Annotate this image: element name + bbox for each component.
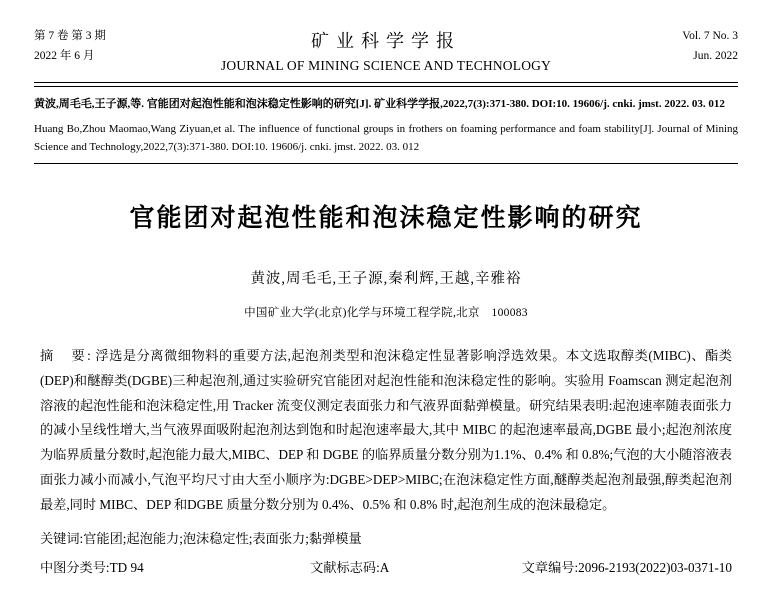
abstract-text: 浮选是分离微细物料的重要方法,起泡剂类型和泡沫稳定性显著影响浮选效果。本文选取醇类(MIBC)、酯类(DEP)和醚醇类(DGBE)三种起泡剂,通过实验研究官能团对起泡性能和泡沫稳定性的影响。实验用 Foamscan 测定起泡剂溶液的起泡性能和泡沫稳定性,用 Tracker 流变仪测定表面张力和气液界面黏弹模量。研究结果表明:起泡速率随表面张力的减小呈线性增大,当气液界面吸附起泡剂达到饱和时起泡速率最大,其中 MIBC 的起泡速率最高,DGBE 最小;起泡剂浓度为临界质量分数时,起泡能力最大,MIBC、DEP 和 DGBE 的临界质量分数分别为1.1%、0.4% 和 0.8%;气泡的大小随溶液表面张力减小而减小,气泡平均尺寸由大至小顺序为:DGBE>DEP>MIBC;在泡沫稳定性方面,醚醇类起泡剂最强,醇类起泡剂最差,同时 MIBC、DEP 和DGBE 质量分数分别为 0.4%、0.5% 和 0.8% 时,起泡剂生成的泡沫最稳定。 [40,348,732,512]
keywords-block [34,527,738,551]
keywords-label: 关键词: [40,530,84,546]
clc-value: TD 94 [109,560,144,576]
journal-title-cn: 矿业科学学报 [311,31,461,51]
keywords-text: 官能团;起泡能力;泡沫稳定性;表面张力;黏弹模量 [83,530,362,546]
masthead [34,26,738,80]
issue-date-en: Jun. 2022 [693,50,738,63]
volume-issue-en: Vol. 7 No. 3 [682,30,738,42]
volume-issue: 第 7 卷 第 3 期 [34,30,106,42]
citation-chinese: 黄波,周毛毛,王子源,等. 官能团对起泡性能和泡沫稳定性影响的研究[J]. 矿业科学学报,2022,7(3):371-380. DOI:10. 19606/j. cnki. jmst. 2022. 03. 012 [34,97,725,110]
clc-label: 中图分类号: [40,560,110,576]
masthead-divider [34,82,738,87]
article-number-label: 文章编号: [521,560,579,576]
masthead-center [184,26,588,74]
journal-title-en: JOURNAL OF MINING SCIENCE AND TECHNOLOGY [220,58,552,73]
citation-divider [34,163,738,164]
abstract-block [34,344,738,518]
document-code-value: A [379,560,390,576]
document-code-label: 文献标志码: [310,560,380,576]
clc-number [40,556,144,580]
masthead-right [588,26,738,66]
author-list: 黄波,周毛毛,王子源,秦利辉,王越,辛雅裕 [250,271,522,288]
masthead-left [34,26,184,66]
page-title: 官能团对起泡性能和泡沫稳定性影响的研究 [129,205,643,233]
document-code [310,556,389,580]
author-affiliation: 中国矿业大学(北京)化学与环境工程学院,北京 100083 [244,307,528,320]
article-number [522,556,732,580]
article-number-value: 2096-2193(2022)03-0371-10 [578,560,732,576]
classification-line [34,556,738,580]
citation-english: Huang Bo,Zhou Maomao,Wang Ziyuan,et al. The influence of functional groups in frothers on foaming performance and foam stability[J]. Journal of Mining Science and Technology,2022,7(3):371-380. DOI:10. 19606/j. cnki. jmst. 2022. 03. 012 [34,123,738,154]
abstract-label: 摘 要: [40,348,93,364]
issue-date-cn: 2022 年 6 月 [34,50,95,63]
